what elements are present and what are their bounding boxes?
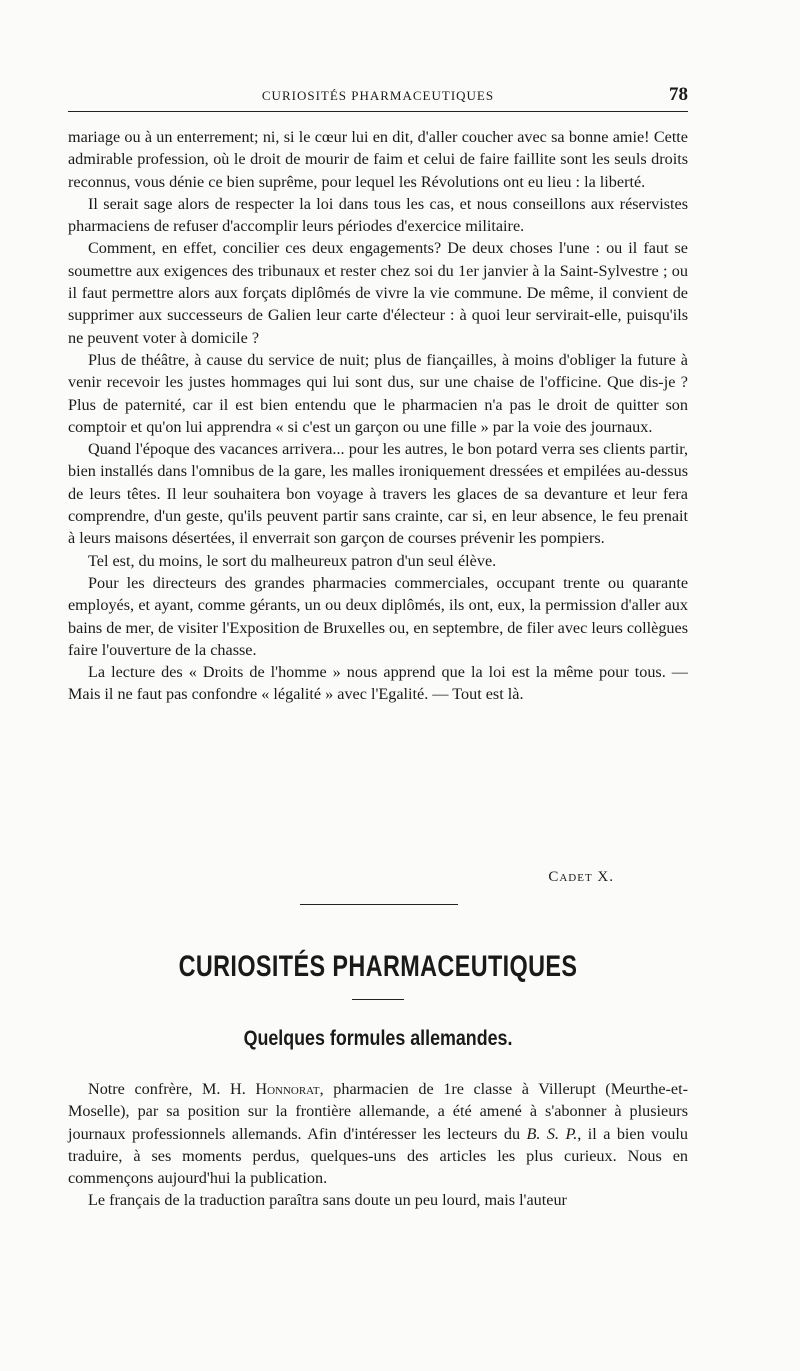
journal-abbrev: B. S. P. — [526, 1124, 578, 1143]
page-number: 78 — [669, 84, 688, 105]
paragraph: La lecture des « Droits de l'homme » nous apprend que la loi est la même pour tous. — Mais il ne faut pas confondre « légalité » avec l'Egalité. — Tout est là. — [68, 663, 688, 704]
section-subtitle: Quelques formules allemandes. — [243, 1027, 513, 1050]
paragraph: Le français de la traduction paraîtra sans doute un peu lourd, mais l'auteur — [88, 1191, 567, 1210]
section-title: CURIOSITÉS PHARMACEUTIQUES — [178, 950, 578, 983]
signature: Cadet X. — [548, 869, 614, 885]
running-title: CURIOSITÉS PHARMACEUTIQUES — [261, 88, 495, 103]
paragraph — [68, 1078, 688, 1189]
paragraph: Pour les directeurs des grandes pharmacies commerciales, occupant trente ou quarante employés, et ayant, comme gérants, un ou deux diplômés, ils ont, eux, la permission d'aller aux bains de mer, de visiter l'Exposition de Bruxelles ou, en septembre, de filer avec leurs collègues faire l'ouverture de la chasse. — [68, 573, 688, 659]
header-rule — [68, 111, 688, 112]
paragraph: Tel est, du moins, le sort du malheureux patron d'un seul élève. — [88, 551, 497, 570]
running-head — [68, 84, 688, 108]
paragraph: Il serait sage alors de respecter la loi dans tous les cas, et nous conseillons aux réservistes pharmaciens de refuser d'accomplir leurs périodes d'exercice militaire. — [68, 194, 688, 236]
text-run: Notre confrère, M. H. — [88, 1080, 256, 1098]
paragraph: Comment, en effet, concilier ces deux engagements? De deux choses l'une : ou il faut se soumettre aux exigences des tribunaux et rester chez soi du 1er janvier à la Saint-Sylvestre ; ou il faut permettre alors aux forçats diplômés de vivre la vie commune. De même, il convient de supprimer aux successeurs de Galien leur carte d'électeur : à quoi leur servirait-elle, puisqu'ils ne peuvent voter à domicile ? — [68, 239, 688, 347]
section-separator-rule — [300, 904, 458, 905]
paragraph: mariage ou à un enterrement; ni, si le cœur lui en dit, d'aller coucher avec sa bonne amie! Cette admirable profession, où le droit de mourir de faim et celui de faire faillite sont les seuls droits reconnus, vous dénie ce bien suprême, pour lequel les Révolutions ont eu lieu : la liberté. — [68, 128, 688, 191]
author-name: Honnorat — [255, 1080, 320, 1098]
text-run: , pharmacien de 1re classe à Villerupt (Meurthe-et-Moselle), par sa position sur la frontière allemande, a été amené à s'abonner à plusieurs journaux professionnels allemands. Afin d'intéresser les lecteurs du — [68, 1080, 688, 1143]
paragraph: Quand l'époque des vacances arrivera... pour les autres, le bon potard verra ses clients partir, bien installés dans l'omnibus de la gare, les malles ironiquement dressées et empilées au-dessus de leurs têtes. Il leur souhaitera bon voyage à travers les glaces de sa devanture et leur fera comprendre, d'un geste, qu'ils peuvent partir sans crainte, car si, en leur absence, le feu prenait à leurs maisons désertées, il enverrait son garçon de courses prévenir les pompiers. — [68, 440, 688, 548]
article-end-body — [68, 126, 688, 706]
title-rule — [352, 999, 404, 1000]
paragraph: Plus de théâtre, à cause du service de nuit; plus de fiançailles, à moins d'obliger la future à venir recevoir les justes hommages qui lui sont dus, sur une chaise de l'officine. Que dis-je ? Plus de paternité, car il est bien entendu que le pharmacien n'a pas le droit de quitter son comptoir et qu'on lui apprendra « si c'est un garçon ou une fille » par la voie des journaux. — [68, 350, 688, 436]
text-run: , il a bien voulu traduire, à ses moments perdus, quelques-uns des articles les plus curieux. Nous en commençons aujourd'hui la publication. — [68, 1124, 688, 1188]
section-body — [68, 1078, 688, 1212]
